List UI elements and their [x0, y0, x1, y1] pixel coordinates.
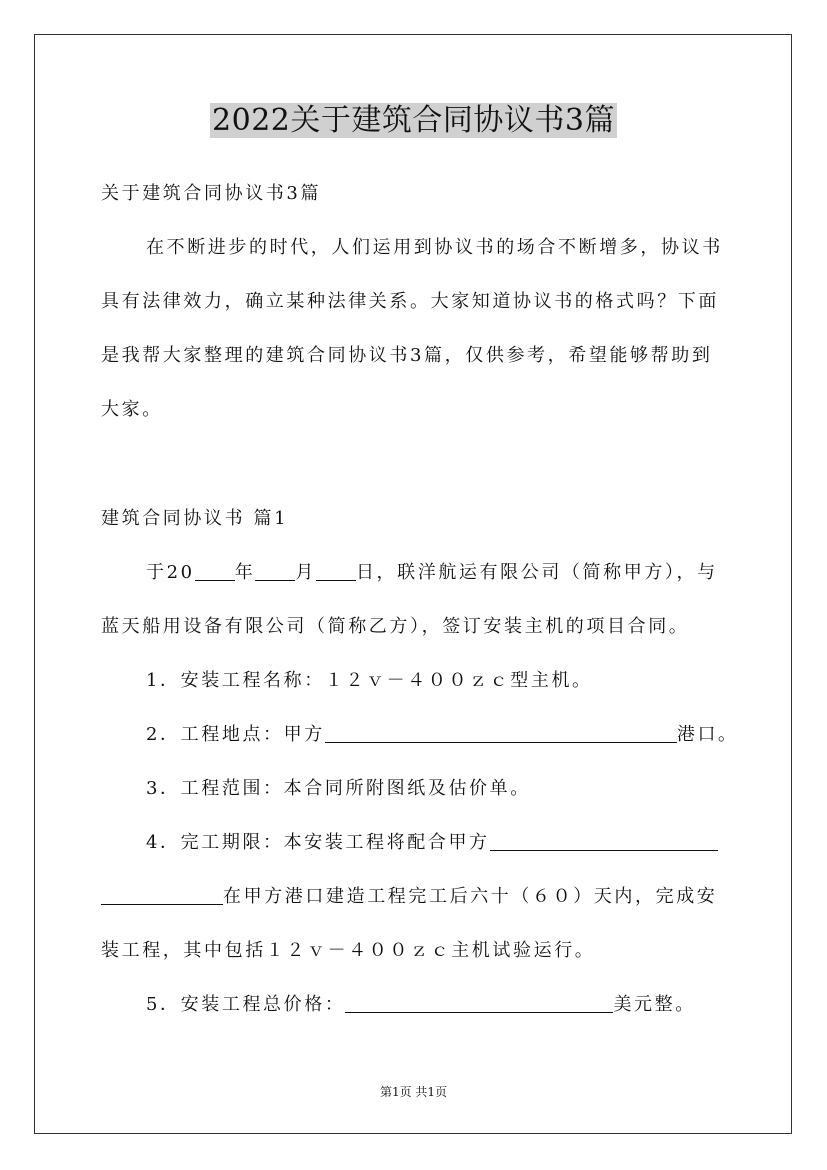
completion-blank-1	[490, 830, 718, 851]
item-3: 3．工程范围：本合同所附图纸及估价单。	[146, 778, 531, 799]
price-blank	[345, 992, 613, 1013]
item-4-text: 在甲方港口建造工程完工后六十（６０）天内，完成安	[223, 886, 718, 907]
item-4	[146, 830, 786, 856]
para1-part2: 年	[234, 562, 256, 583]
item-4-line-3: 装工程，其中包括１２ｖ－４００ｚｃ主机试验运行。	[101, 940, 596, 961]
item-1: 1．安装工程名称：１２ｖ－４００ｚｃ型主机。	[146, 670, 593, 691]
intro-line-2: 具有法律效力，确立某种法律关系。大家知道协议书的格式吗？下面	[101, 291, 719, 312]
completion-blank-2	[101, 884, 223, 905]
day-blank	[316, 560, 356, 581]
para1-part3: 月	[295, 562, 316, 583]
item-5-label: 5．安装工程总价格：	[146, 994, 346, 1015]
para1-line-1	[146, 560, 786, 586]
section-heading: 建筑合同协议书 篇1	[101, 508, 289, 529]
page-footer: 第1页 共1页	[379, 1085, 448, 1099]
item-2	[146, 722, 786, 748]
subtitle: 关于建筑合同协议书3篇	[101, 183, 322, 204]
para1-part4: 日，联洋航运有限公司（简称甲方），与	[355, 562, 718, 583]
item-4-label: 4．完工期限：本安装工程将配合甲方	[146, 832, 490, 853]
item-2-label: 2．工程地点：甲方	[146, 724, 325, 745]
document-title	[0, 100, 827, 142]
item-4-line-2	[101, 884, 741, 910]
para1-line-2: 蓝天船用设备有限公司（简称乙方），签订安装主机的项目合同。	[101, 616, 690, 637]
item-5-suffix: 美元整。	[613, 994, 696, 1015]
para1-part1: 于20	[146, 562, 195, 583]
location-blank	[325, 722, 677, 743]
intro-line-3: 是我帮大家整理的建筑合同协议书3篇，仅供参考，希望能够帮助到	[101, 345, 713, 366]
intro-line-1: 在不断进步的时代，人们运用到协议书的场合不断增多，协议书	[146, 237, 723, 258]
document-title-text: 2022关于建筑合同协议书3篇	[212, 103, 615, 138]
month-blank	[255, 560, 295, 581]
year-blank	[195, 560, 235, 581]
intro-line-4: 大家。	[101, 399, 163, 420]
item-5	[146, 992, 786, 1018]
item-2-suffix: 港口。	[676, 724, 739, 745]
